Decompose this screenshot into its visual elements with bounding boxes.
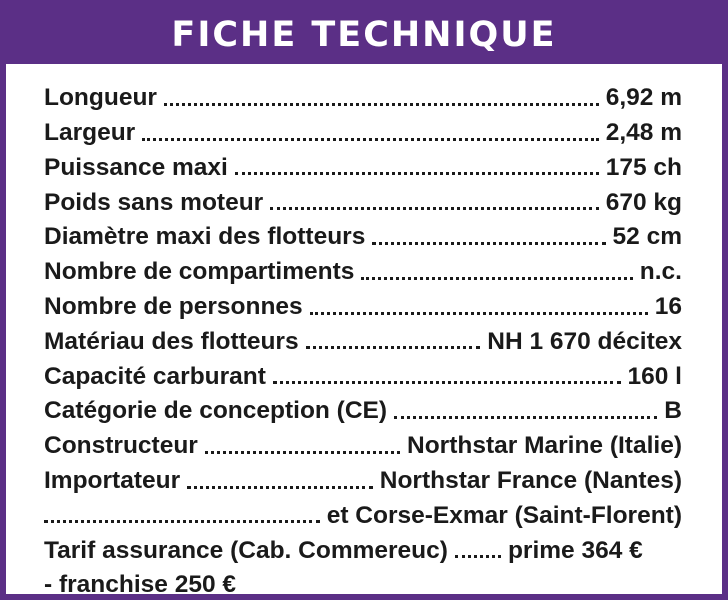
spec-row-constructeur [44, 424, 682, 459]
dot-leader [455, 555, 501, 558]
spec-label: Capacité carburant [44, 362, 266, 390]
dot-leader [270, 207, 599, 210]
spec-value: 175 ch [605, 153, 682, 181]
spec-label: Diamètre maxi des flotteurs [44, 223, 366, 251]
spec-value: 6,92 m [605, 84, 682, 112]
spec-row-categorie [44, 389, 682, 424]
dot-leader [361, 277, 632, 280]
dot-leader [394, 416, 657, 419]
spec-label: Nombre de compartiments [44, 258, 355, 286]
spec-value: 670 kg [605, 188, 682, 216]
spec-value: et Corse-Exmar (Saint-Florent) [326, 501, 682, 529]
spec-row-compartiments [44, 250, 682, 285]
spec-row-materiau [44, 320, 682, 355]
dot-leader [306, 346, 481, 349]
spec-label: Nombre de personnes [44, 293, 303, 321]
spec-value: prime 364 € [507, 536, 643, 564]
spec-value: NH 1 670 décitex [487, 327, 682, 355]
spec-label: Tarif assurance (Cab. Commereuc) [44, 536, 448, 564]
spec-row-franchise [44, 563, 682, 598]
spec-label: - franchise 250 € [44, 571, 237, 599]
spec-row-longueur [44, 76, 682, 111]
spec-label: Constructeur [44, 432, 198, 460]
spec-row-puissance [44, 146, 682, 181]
spec-row-carburant [44, 354, 682, 389]
dot-leader [164, 103, 599, 106]
spec-label: Poids sans moteur [44, 188, 264, 216]
spec-value: 160 l [627, 362, 682, 390]
dot-leader [187, 486, 373, 489]
spec-value: n.c. [639, 258, 682, 286]
dot-leader [372, 242, 605, 245]
dot-leader [235, 172, 599, 175]
spec-label: Catégorie de conception (CE) [44, 397, 388, 425]
dot-leader [205, 451, 400, 454]
spec-label: Importateur [44, 467, 181, 495]
dot-leader [273, 381, 621, 384]
spec-row-importateur-cont [44, 494, 682, 529]
spec-row-poids [44, 180, 682, 215]
spec-list [44, 76, 682, 598]
spec-label: Matériau des flotteurs [44, 327, 299, 355]
spec-label: Puissance maxi [44, 153, 228, 181]
spec-row-largeur [44, 111, 682, 146]
spec-label: Largeur [44, 119, 136, 147]
spec-row-tarif [44, 528, 682, 563]
dot-leader [142, 138, 599, 141]
spec-value: Northstar Marine (Italie) [407, 432, 682, 460]
spec-value: 16 [654, 293, 682, 321]
spec-label: Longueur [44, 84, 157, 112]
spec-value: 52 cm [612, 223, 682, 251]
dot-leader [44, 520, 320, 523]
spec-row-diametre [44, 215, 682, 250]
spec-value: 2,48 m [605, 119, 682, 147]
dot-leader [310, 312, 648, 315]
spec-value: B [664, 397, 682, 425]
spec-row-personnes [44, 285, 682, 320]
spec-row-importateur [44, 459, 682, 494]
spec-value: Northstar France (Nantes) [379, 467, 682, 495]
title-bar [6, 6, 722, 64]
sheet-title: FICHE TECHNIQUE [171, 15, 557, 55]
